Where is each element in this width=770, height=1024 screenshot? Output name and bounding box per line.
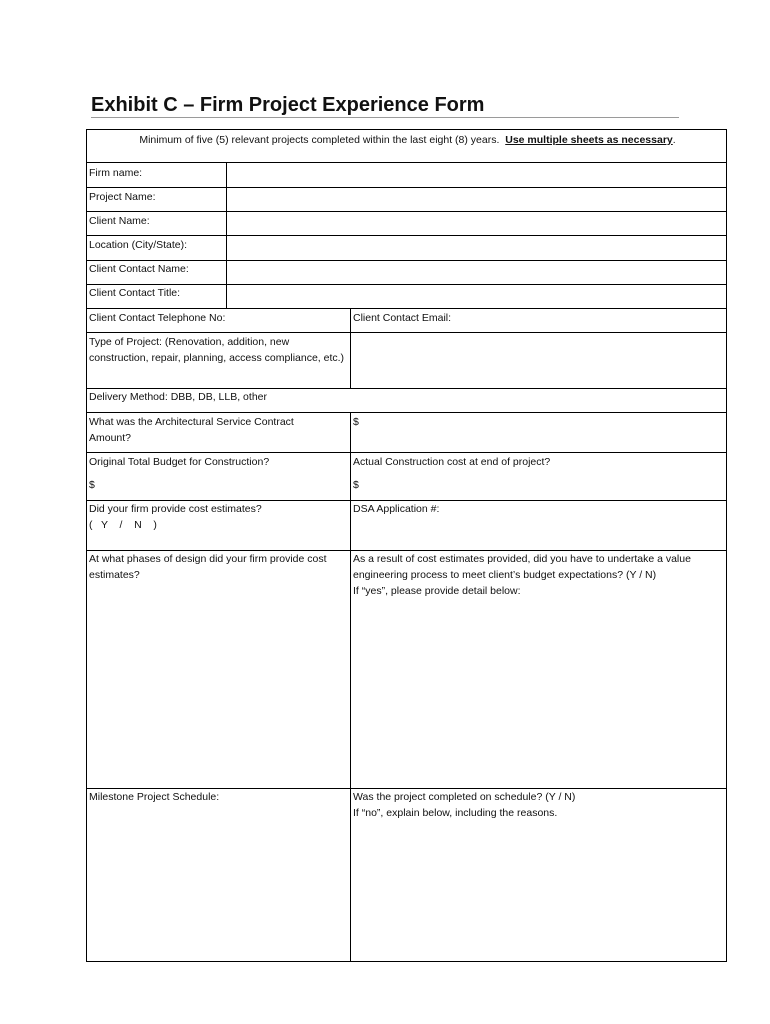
actual-cost-dollar: $ (353, 479, 359, 491)
client-contact-name-field[interactable] (227, 261, 726, 283)
dsa-application-label: DSA Application #: (353, 503, 440, 515)
row-divider (87, 308, 726, 309)
value-engineering-detail: If “yes”, please provide detail below: (353, 585, 521, 597)
client-name-label: Client Name: (89, 215, 150, 227)
value-engineering-label: As a result of cost estimates provided, did you have to undertake a value engineering process to meet client’s budget expectations? (Y / N) (353, 553, 694, 581)
instruction-emphasis: Use multiple sheets as necessary (505, 134, 673, 146)
firm-name-field[interactable] (227, 163, 726, 186)
project-name-label: Project Name: (89, 191, 156, 203)
client-contact-title-label: Client Contact Title: (89, 287, 181, 299)
column-divider (350, 412, 351, 961)
client-contact-name-label: Client Contact Name: (89, 263, 189, 275)
on-schedule-label: Was the project completed on schedule? (Y / N) (353, 791, 576, 803)
actual-cost-label: Actual Construction cost at end of project? (353, 456, 551, 468)
row-divider (87, 412, 726, 413)
firm-name-label: Firm name: (89, 167, 143, 179)
form-title: Exhibit C – Firm Project Experience Form (91, 93, 679, 118)
project-name-field[interactable] (227, 188, 726, 210)
location-field[interactable] (227, 236, 726, 259)
arch-contract-amount-label: What was the Architectural Service Contract Amount? (89, 416, 297, 444)
location-label: Location (City/State): (89, 239, 188, 251)
instruction-end: . (672, 134, 676, 146)
project-experience-form (86, 129, 727, 962)
design-phases-label: At what phases of design did your firm provide cost estimates? (89, 553, 330, 581)
row-divider (87, 452, 726, 453)
original-budget-dollar: $ (89, 479, 95, 491)
milestone-schedule-label: Milestone Project Schedule: (89, 791, 220, 803)
cost-estimates-label: Did your firm provide cost estimates? (89, 503, 262, 515)
client-contact-title-field[interactable] (227, 285, 726, 307)
client-contact-email-label: Client Contact Email: (353, 312, 452, 324)
instruction-text (87, 132, 728, 148)
on-schedule-detail: If “no”, explain below, including the reasons. (353, 807, 558, 819)
cost-estimates-yn: ( Y / N ) (89, 519, 157, 531)
client-name-field[interactable] (227, 212, 726, 234)
client-contact-phone-label: Client Contact Telephone No: (89, 312, 226, 324)
type-of-project-field[interactable] (351, 333, 726, 387)
type-of-project-label: Type of Project: (Renovation, addition, new construction, repair, planning, access compliance, etc.) (89, 336, 345, 364)
arch-contract-dollar: $ (353, 416, 359, 428)
original-budget-label: Original Total Budget for Construction? (89, 456, 270, 468)
instruction-main: Minimum of five (5) relevant projects completed within the last eight (8) years. (139, 134, 500, 146)
delivery-method-label: Delivery Method: DBB, DB, LLB, other (89, 391, 267, 403)
